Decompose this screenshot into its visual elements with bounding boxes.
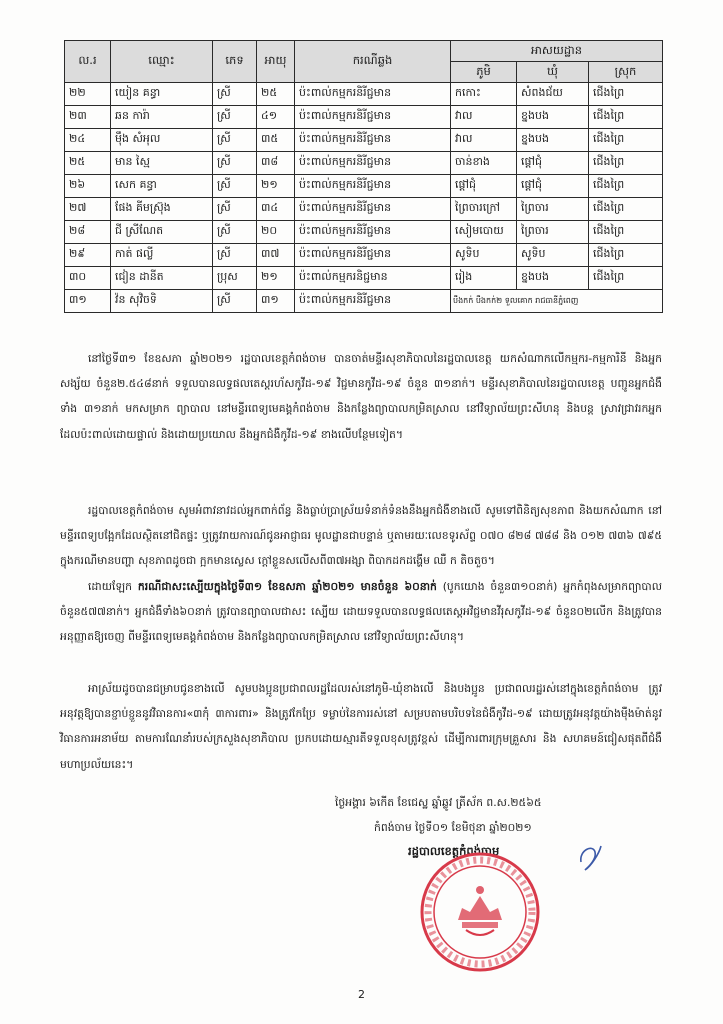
cell-case: ប៉ះពាល់កម្មករនិជ្ជមាន (295, 267, 451, 290)
header-residence: អាសយដ្ឋាន (451, 41, 663, 62)
cell-age: ២១ (257, 175, 295, 198)
cell-sex: ប្រុស (213, 267, 257, 290)
cell-commune: ខ្នងបង (517, 106, 589, 129)
cell-sex: ស្រី (213, 129, 257, 152)
table-row (65, 244, 663, 267)
recovered-prefix: ដោយឡែក (88, 580, 133, 593)
cell-age: ៣៥ (257, 129, 295, 152)
cell-name: ជៀន ដានីត (111, 267, 213, 290)
table-row (65, 175, 663, 198)
cell-name: យៀន គន្ធា (111, 83, 213, 106)
paragraph-testing: នៅថ្ងៃទី៣១ ខែឧសភា ឆ្នាំ២០២១ រដ្ឋបាលខេត្តកំពង់ចាម បានចាត់មន្ទីរសុខាភិបាលនៃរដ្ឋបាលខេត្ត យកសំណាកលើកម្មករ-កម្មការិនី និងអ្នកសង្ស័យ ចំនួន២.៥៤៨នាក់ ទទួលបានលទ្ធផលតេស្តរហ័សកូវីដ-១៩ វិជ្ជមានកូវីដ-១៩ ចំនួន ៣១នាក់។ មន្ទីរសុខាភិបាលនៃរដ្ឋបាលខេត្ត បញ្ជូនអ្នកជំងឺទាំង ៣១នាក់ មកសម្រាក ព្យាបាល នៅមន្ទីរពេទ្យមេគង្គកំពង់ចាម និងកន្លែងព្យាបាលកម្រិតស្រាល នៅវិទ្យាល័យព្រះសីហនុ និងបន្ត ស្រាវជ្រាវរកអ្នកដែលប៉ះពាល់ដោយផ្ទាល់ និងដោយប្រយោល នឹងអ្នកជំងឺកូវីដ-១៩ ខាងលើបន្ថែមទៀត។ (60, 352, 662, 441)
header-age: អាយុ (257, 41, 295, 83)
cell-case: ប៉ះពាល់កម្មករនិរីជ្ជមាន (295, 129, 451, 152)
solar-date: កំពង់ចាម ថ្ងៃទី០១ ខែមិថុនា ឆ្នាំ២០២១ (374, 821, 532, 834)
cell-district: ជើងព្រៃ (589, 267, 663, 290)
official-seal (418, 850, 542, 974)
cell-district: ជើងព្រៃ (589, 106, 663, 129)
cell-age: ៣៤ (257, 198, 295, 221)
table-row (65, 221, 663, 244)
cell-age: ៤១ (257, 106, 295, 129)
cell-age: ៣៧ (257, 244, 295, 267)
table-row (65, 152, 663, 175)
cell-name: ម៉ឹង សំអុល (111, 129, 213, 152)
recovered-highlight: ករណីជាសះស្បើយក្នុងថ្ងៃទី៣១ ខែឧសភា ឆ្នាំ២០២១ មានចំនួន ៦០នាក់ (137, 580, 437, 593)
cell-district: ជើងព្រៃ (589, 83, 663, 106)
lunar-date: ថ្ងៃអង្គារ ៦កើត ខែជេស្ឋ ឆ្នាំឆ្លូវ ត្រីស័ក ព.ស.២៥៦៥ (335, 796, 542, 809)
cell-district: ជើងព្រៃ (589, 152, 663, 175)
page-number: 2 (358, 988, 365, 1001)
cell-case: ប៉ះពាល់កម្មករនិរីជ្ជមាន (295, 106, 451, 129)
cell-name: ផែង គីមស្រ៊ុង (111, 198, 213, 221)
cell-no: ២៧ (65, 198, 111, 221)
cell-village: វាល (451, 129, 517, 152)
cell-sex: ស្រី (213, 221, 257, 244)
signer-title: រដ្ឋបាលខេត្តកំពង់ចាម (408, 844, 500, 858)
table-row (65, 129, 663, 152)
signature-mark (575, 840, 605, 874)
cell-commune: ព្រៃចារ (517, 198, 589, 221)
cell-case: ប៉ះពាល់កម្មករនិរីជ្ជមាន (295, 198, 451, 221)
cell-village: សៀមបោយ (451, 221, 517, 244)
cell-no: ២៨ (65, 221, 111, 244)
recovered-detail: (បូកយោង ចំនួន៣១០នាក់) អ្នកកំពុងសម្រាកព្យាបាល ចំនួន៥៧៧នាក់។ អ្នកជំងឺទាំង៦០នាក់ ត្រូវបានព្យាបាលជាសះ ស្បើយ ដោយទទួលបានលទ្ធផលតេស្តអវិជ្ជមានវីរុសកូវីដ-១៩ ចំនួន០២លើក និងត្រូវបានអនុញ្ញាតឱ្យចេញ ពីមន្ទីរពេទ្យមេគង្គកំពង់ចាម និងកន្លែងព្យាបាលកម្រិតស្រាល នៅវិទ្យាល័យព្រះសីហនុ។ (60, 580, 662, 644)
paragraph-recovered (60, 574, 662, 650)
cell-case: ប៉ះពាល់កម្មករនិរីជ្ជមាន (295, 244, 451, 267)
paragraph-appeal: រដ្ឋបាលខេត្តកំពង់ចាម សូមអំពាវនាវដល់អ្នកពាក់ព័ន្ធ និងធ្លាប់ប្រាស្រ័យទំនាក់ទំនងនឹងអ្នកជំងឺខាងលើ សូមទៅពិនិត្យសុខភាព និងយកសំណាក នៅមន្ទីរពេទ្យបង្អែកដែលស្ថិតនៅជិតផ្ទះ ឬត្រូវរាយការណ៍ជូនអាជ្ញាធរ មូលដ្ឋានជាបន្ទាន់ ឬតាមរយៈលេខទូរស័ព្ទ ០៧០ ៨២៨ ៧៨៨ និង ០១២ ៧៣៦ ៧៩៥ ក្នុងករណីមានបញ្ហា សុខភាពដូចជា ក្អកមានស្លេស ក្តៅខ្លួនសលើសពី៣៧អង្សា ពិបាកដកដង្ហើម ឈឺ ក តិចតួច។ (60, 504, 662, 568)
cases-table (64, 40, 663, 313)
table-row (65, 198, 663, 221)
cell-name: កាត់ ផល្លី (111, 244, 213, 267)
cell-sex: ស្រី (213, 175, 257, 198)
cell-village: កកោះ (451, 83, 517, 106)
table-header-row (65, 41, 663, 62)
cell-no: ២២ (65, 83, 111, 106)
cell-sex: ស្រី (213, 106, 257, 129)
cell-name: ជី ស្រីណែត (111, 221, 213, 244)
cell-commune: ផ្តៅជុំ (517, 175, 589, 198)
header-district: ស្រុក (589, 62, 663, 83)
cell-district: ជើងព្រៃ (589, 129, 663, 152)
cell-case: ប៉ះពាល់កម្មករនិរីជ្ជមាន (295, 83, 451, 106)
cell-age: ២៥ (257, 83, 295, 106)
cell-name: សេក គន្ធា (111, 175, 213, 198)
table-row (65, 290, 663, 313)
header-village: ភូមិ (451, 62, 517, 83)
cell-no: ៣១ (65, 290, 111, 313)
cell-no: ២៩ (65, 244, 111, 267)
cell-commune: សូទិប (517, 244, 589, 267)
cell-village: សូទិប (451, 244, 517, 267)
cell-no: ៣០ (65, 267, 111, 290)
cell-sex: ស្រី (213, 244, 257, 267)
cell-sex: ស្រី (213, 198, 257, 221)
cell-no: ២៦ (65, 175, 111, 198)
cell-no: ២៣ (65, 106, 111, 129)
cell-village: ព្រៃចារក្រៅ (451, 198, 517, 221)
cell-sex: ស្រី (213, 152, 257, 175)
header-name: ឈ្មោះ (111, 41, 213, 83)
table-row (65, 83, 663, 106)
cell-no: ២៥ (65, 152, 111, 175)
table-row (65, 267, 663, 290)
cell-commune: ខ្នងបង (517, 267, 589, 290)
cell-no: ២៤ (65, 129, 111, 152)
cell-commune: ខ្នងបង (517, 129, 589, 152)
cell-case: ប៉ះពាល់កម្មករនិរីជ្ជមាន (295, 152, 451, 175)
cell-district: ជើងព្រៃ (589, 244, 663, 267)
cell-name: មាន ស្មៃ (111, 152, 213, 175)
cell-sex: ស្រី (213, 83, 257, 106)
cell-district: ជើងព្រៃ (589, 175, 663, 198)
cell-case: ប៉ះពាល់កម្មករនិរីជ្ជមាន (295, 221, 451, 244)
cell-age: ៣១ (257, 290, 295, 313)
table-row (65, 106, 663, 129)
cell-case: ប៉ះពាល់កម្មករនិរីជ្ជមាន (295, 290, 451, 313)
cell-name: ឆន ការ៉ា (111, 106, 213, 129)
cell-age: ២១ (257, 267, 295, 290)
cell-sex: ស្រី (213, 290, 257, 313)
header-sex: ភេទ (213, 41, 257, 83)
cell-village: រៀង (451, 267, 517, 290)
cell-name: វ៉ន សុវិចទិ (111, 290, 213, 313)
cell-village: ផ្តៅជុំ (451, 175, 517, 198)
cell-address-merged: បឹងកក់ បឹងកក់២ ទួលគោក រាជធានីភ្នំពេញ (451, 290, 663, 313)
cell-age: ៣៨ (257, 152, 295, 175)
header-commune: ឃុំ (517, 62, 589, 83)
paragraph-advice: អាស្រ័យដូចបានជម្រាបជូនខាងលើ សូមបងប្អូនប្រជាពលរដ្ឋដែលរស់នៅភូមិ-ឃុំខាងលើ និងបងប្អូន ប្រជាពលរដ្ឋរស់នៅក្នុងខេត្តកំពង់ចាម ត្រូវអនុវត្តឱ្យបានខ្ជាប់ខ្ជួននូវវិធានការ«៣កុំ ៣ការពារ» និងត្រូវកែប្រែ ទម្លាប់នៃការរស់នៅ សម្របតាមបរិបទនៃជំងឺកូវីដ-១៩ ដោយត្រូវអនុវត្តយ៉ាងម៉ឺងម៉ាត់នូវវិធានការអនាម័យ តាមការណែនាំរបស់ក្រសួងសុខាភិបាល ប្រកបដោយស្មារតីទទួលខុសត្រូវខ្ពស់ ដើម្បីការពារក្រុមគ្រួសារ និង សហគមន៍ជៀសផុតពីជំងឺមហាប្រល័យនេះ។ (60, 682, 662, 771)
cell-commune: ផ្តៅជុំ (517, 152, 589, 175)
header-case: ករណីឆ្លង (295, 41, 451, 83)
header-no: ល.រ (65, 41, 111, 83)
cell-age: ២០ (257, 221, 295, 244)
cell-village: ចាន់ខាង (451, 152, 517, 175)
cell-district: ជើងព្រៃ (589, 198, 663, 221)
cell-case: ប៉ះពាល់កម្មករនិរីជ្ជមាន (295, 175, 451, 198)
cell-village: វាល (451, 106, 517, 129)
cell-district: ជើងព្រៃ (589, 221, 663, 244)
cell-commune: សំពងជ័យ (517, 83, 589, 106)
cell-commune: ព្រៃចារ (517, 221, 589, 244)
